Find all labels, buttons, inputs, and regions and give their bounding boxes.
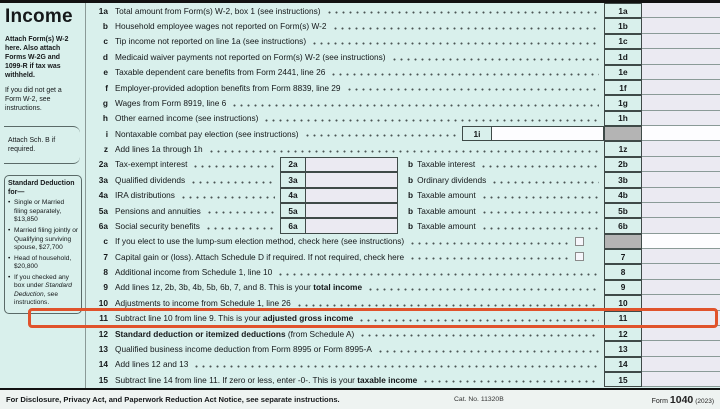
- form-row-line-4b: [86, 188, 720, 203]
- sub-amount-field[interactable]: [306, 203, 398, 218]
- amount-field[interactable]: [642, 172, 720, 187]
- row-content: [108, 172, 604, 187]
- row-description: Capital gain or (loss). Attach Schedule D if required. If not required, check here: [115, 251, 405, 262]
- line-label: 5a: [98, 205, 108, 216]
- row-content: [108, 95, 604, 110]
- line-label: b: [102, 21, 108, 32]
- row-description: Tip income not reported on line 1a (see instructions): [115, 36, 307, 47]
- sub-line-b: [408, 218, 604, 233]
- line-number-box: 12: [604, 326, 642, 341]
- sub-amount-field[interactable]: [306, 188, 398, 203]
- row-description: Qualified dividends: [115, 174, 186, 185]
- row-content: [108, 157, 604, 172]
- line-number-box: 1a: [604, 3, 642, 18]
- amount-field[interactable]: [642, 49, 720, 64]
- dotted-leader: [481, 224, 599, 230]
- amount-field[interactable]: [642, 341, 720, 356]
- line-label: d: [102, 51, 108, 62]
- amount-field[interactable]: [642, 234, 720, 249]
- row-description: Nontaxable combat pay election (see instructions): [115, 128, 299, 139]
- catalog-number: Cat. No. 11320B: [454, 396, 504, 403]
- row-content: [108, 3, 604, 18]
- line-number-box: 1b: [604, 18, 642, 33]
- form-row-line-15: [86, 372, 720, 387]
- amount-field[interactable]: [642, 95, 720, 110]
- form-row-line-1e: [86, 65, 720, 80]
- line-label: f: [105, 82, 108, 93]
- amount-field[interactable]: [642, 3, 720, 18]
- row-content: [108, 34, 604, 49]
- amount-field[interactable]: [642, 18, 720, 33]
- sub-line-b-description: Taxable amount: [417, 220, 476, 231]
- dotted-leader: [367, 285, 599, 291]
- row-description: Additional income from Schedule 1, line 10: [115, 267, 273, 278]
- sub-amount-field[interactable]: [306, 157, 398, 172]
- amount-field[interactable]: [642, 203, 720, 218]
- amount-field[interactable]: [642, 126, 720, 141]
- form-row-line-6b: [86, 218, 720, 233]
- line-number-box: 1z: [604, 141, 642, 156]
- sub-line-b-prefix: b: [408, 190, 414, 201]
- row-content: [108, 49, 604, 64]
- brace-bottom: [4, 157, 80, 164]
- line-label: z: [103, 144, 108, 155]
- form-body: [0, 3, 720, 388]
- dotted-leader: [481, 208, 599, 214]
- form-row-line-1i: [86, 126, 720, 141]
- line-label: 7: [103, 251, 108, 262]
- no-w2-note: If you did not get a Form W-2, see instructions.: [5, 86, 62, 112]
- sub-amount-field[interactable]: [492, 126, 604, 141]
- amount-field[interactable]: [642, 357, 720, 372]
- line-label: 13: [98, 343, 108, 354]
- line-number-box: 3b: [604, 172, 642, 187]
- dotted-leader: [391, 55, 599, 61]
- row-content: [108, 326, 604, 341]
- line-label: e: [103, 67, 108, 78]
- dotted-leader: [192, 162, 275, 168]
- sub-line-b: [408, 172, 604, 187]
- dotted-leader: [346, 85, 599, 91]
- dotted-leader: [193, 362, 599, 368]
- line-number-box: [604, 126, 642, 141]
- row-description: Medicaid waiver payments not reported on Form(s) W-2 (see instructions): [115, 51, 386, 62]
- amount-field[interactable]: [642, 141, 720, 156]
- std-deduction-item-text: If you checked any box under Standard Deduction, see instructions.: [14, 273, 72, 307]
- line-label: 3a: [98, 174, 108, 185]
- sub-line-b-description: Taxable amount: [417, 190, 476, 201]
- row-content: [108, 357, 604, 372]
- row-description: Employer-provided adoption benefits from Form 8839, line 29: [115, 82, 341, 93]
- dotted-leader: [205, 224, 275, 230]
- line-number-box: 15: [604, 372, 642, 387]
- line-number-box: 2b: [604, 157, 642, 172]
- form-row-line-1z: [86, 141, 720, 156]
- line-label: 11: [99, 313, 108, 324]
- dotted-leader: [311, 39, 599, 45]
- line-label: 14: [98, 359, 108, 370]
- sub-line-b: [408, 188, 604, 203]
- std-deduction-item-text: Married filing jointly or Qualifying surviving spouse, $27,700: [14, 226, 79, 252]
- form-row-line-13: [86, 341, 720, 356]
- row-description: Add lines 1z, 2b, 3b, 4b, 5b, 6b, 7, and 8. This is your total income: [115, 282, 363, 293]
- std-deduction-item: [8, 255, 79, 272]
- form-row-line-2b: [86, 157, 720, 172]
- sub-line-box-label: 1i: [462, 126, 492, 141]
- row-content: [108, 341, 604, 356]
- sub-line-b: [408, 157, 604, 172]
- dotted-leader: [409, 239, 568, 245]
- attach-w2-note: Attach Form(s) W-2 here. Also attach Forms W-2G and 1099-R if tax was withheld.: [5, 36, 69, 80]
- amount-field[interactable]: [642, 280, 720, 295]
- row-description: Subtract line 10 from line 9. This is your adjusted gross income: [115, 313, 354, 324]
- std-deduction-item-text: Head of household, $20,800: [14, 254, 72, 271]
- dotted-leader: [330, 70, 599, 76]
- row-content: [108, 372, 604, 387]
- amount-field[interactable]: [642, 65, 720, 80]
- row-description: Add lines 1a through 1h: [115, 144, 203, 155]
- line-number-box: 7: [604, 249, 642, 264]
- amount-field[interactable]: [642, 188, 720, 203]
- sub-amount-field[interactable]: [306, 172, 398, 187]
- disclosure-notice: For Disclosure, Privacy Act, and Paperwork Reduction Act Notice, see separate instructions.: [6, 395, 340, 404]
- line-label: c: [103, 36, 108, 47]
- amount-field[interactable]: [642, 326, 720, 341]
- amount-field[interactable]: [642, 218, 720, 233]
- line-label: 1a: [98, 5, 108, 16]
- line-label: g: [102, 97, 108, 108]
- amount-field[interactable]: [642, 249, 720, 264]
- row-content: [108, 188, 604, 203]
- std-deduction-item-text: Single or Married filing separately, $13,850: [14, 199, 65, 224]
- standard-deduction-box: [4, 175, 82, 314]
- line-label: h: [102, 113, 108, 124]
- line-number-box: 5b: [604, 203, 642, 218]
- row-content: [108, 311, 604, 326]
- form-row-line-1b: [86, 18, 720, 33]
- line-number-box: 1c: [604, 34, 642, 49]
- line-label: 15: [98, 374, 108, 385]
- dotted-leader: [231, 101, 599, 107]
- form-row-line-8: [86, 264, 720, 279]
- bullet-icon: •: [8, 273, 11, 281]
- sub-line-b-prefix: b: [408, 174, 414, 185]
- row-content: [108, 264, 604, 279]
- row-description: Social security benefits: [115, 220, 200, 231]
- row-content: [108, 280, 604, 295]
- row-content: [108, 218, 604, 233]
- row-description: Other earned income (see instructions): [115, 113, 259, 124]
- row-description: Wages from Form 8919, line 6: [115, 97, 227, 108]
- form-row-line-11: [86, 311, 720, 326]
- line-label: 2a: [98, 159, 108, 170]
- sub-line-box-label: 5a: [280, 203, 306, 218]
- row-content: [108, 80, 604, 95]
- row-content: [108, 249, 604, 264]
- dotted-leader: [377, 347, 599, 353]
- row-description: Subtract line 14 from line 11. If zero or less, enter -0-. This is your taxable income: [115, 374, 418, 385]
- dotted-leader: [304, 131, 457, 137]
- dotted-leader: [206, 208, 275, 214]
- sub-line-box-label: 3a: [280, 172, 306, 187]
- brace-top: [4, 126, 80, 133]
- row-description: If you elect to use the lump-sum election method, check here (see instructions): [115, 236, 405, 247]
- form-row-line-1g: [86, 95, 720, 110]
- line-label: i: [105, 128, 108, 139]
- dotted-leader: [190, 178, 275, 184]
- dotted-leader: [422, 377, 599, 383]
- form-footer: [0, 388, 720, 409]
- line-label: c: [103, 236, 108, 247]
- amount-field[interactable]: [642, 111, 720, 126]
- form-row-line-14: [86, 357, 720, 372]
- form-row-line-c: [86, 234, 720, 249]
- row-description: Taxable dependent care benefits from Form 2441, line 26: [115, 67, 326, 78]
- line-number-box: 14: [604, 357, 642, 372]
- line-number-box: 9: [604, 280, 642, 295]
- line-label: 9: [103, 282, 108, 293]
- line-label: 12: [98, 328, 108, 339]
- line-number-box: 1g: [604, 95, 642, 110]
- line-number-box: 1h: [604, 111, 642, 126]
- form-row-line-5b: [86, 203, 720, 218]
- form-row-line-1a: [86, 3, 720, 18]
- line-label: 4a: [98, 190, 108, 201]
- dotted-leader: [491, 178, 599, 184]
- dotted-leader: [180, 193, 275, 199]
- bullet-icon: •: [8, 254, 11, 262]
- checkbox[interactable]: [575, 252, 584, 261]
- row-content: [108, 111, 604, 126]
- line-number-box: 10: [604, 295, 642, 310]
- form-row-line-3b: [86, 172, 720, 187]
- dotted-leader: [208, 147, 599, 153]
- sub-line-b-prefix: b: [408, 220, 414, 231]
- line-number-box: 4b: [604, 188, 642, 203]
- row-description: Pensions and annuities: [115, 205, 201, 216]
- standard-deduction-title: Standard Deduction for—: [8, 180, 75, 197]
- row-description: Adjustments to income from Schedule 1, line 26: [115, 297, 291, 308]
- bullet-icon: •: [8, 199, 11, 207]
- line-number-box: 6b: [604, 218, 642, 233]
- row-description: IRA distributions: [115, 190, 175, 201]
- amount-field[interactable]: [642, 34, 720, 49]
- amount-field[interactable]: [642, 264, 720, 279]
- row-content: [108, 203, 604, 218]
- checkbox[interactable]: [575, 237, 584, 246]
- line-number-box: 1d: [604, 49, 642, 64]
- form-number-label: Form 1040 (2023): [651, 393, 714, 406]
- sub-line-box-label: 4a: [280, 188, 306, 203]
- row-content: [108, 141, 604, 156]
- row-description: Tax-exempt interest: [115, 159, 188, 170]
- dotted-leader: [481, 193, 599, 199]
- row-description: Qualified business income deduction from Form 8995 or Form 8995-A: [115, 343, 372, 354]
- row-content: [108, 234, 604, 249]
- form-row-line-7: [86, 249, 720, 264]
- bullet-icon: •: [8, 226, 11, 234]
- row-content: [108, 126, 604, 141]
- form-row-line-1d: [86, 49, 720, 64]
- sub-line-b-description: Taxable amount: [417, 205, 476, 216]
- dotted-leader: [409, 254, 568, 260]
- section-title: Income: [5, 6, 73, 27]
- std-deduction-item: [8, 227, 79, 253]
- form-rows: [86, 3, 720, 388]
- amount-field[interactable]: [642, 311, 720, 326]
- row-description: Total amount from Form(s) W-2, box 1 (see instructions): [115, 5, 321, 16]
- std-deduction-item: [8, 199, 79, 225]
- sub-line-b: [408, 203, 604, 218]
- dotted-leader: [332, 24, 599, 30]
- sub-line-b-description: Taxable interest: [417, 159, 476, 170]
- form-row-line-1c: [86, 34, 720, 49]
- sub-amount-field[interactable]: [306, 218, 398, 233]
- line-number-box: 11: [604, 311, 642, 326]
- dotted-leader: [326, 8, 600, 14]
- row-description: Household employee wages not reported on Form(s) W-2: [115, 21, 327, 32]
- sidebar: [0, 3, 86, 388]
- std-deduction-item: [8, 274, 79, 308]
- dotted-leader: [480, 162, 599, 168]
- sub-line-box-label: 6a: [280, 218, 306, 233]
- row-content: [108, 295, 604, 310]
- form-row-line-10: [86, 295, 720, 310]
- amount-field[interactable]: [642, 157, 720, 172]
- dotted-leader: [263, 116, 599, 122]
- schedule-b-note: Attach Sch. B if required.: [8, 136, 56, 153]
- sub-line-b-prefix: b: [408, 159, 414, 170]
- row-description: Standard deduction or itemized deductions (from Schedule A): [115, 328, 355, 339]
- dotted-leader: [277, 270, 599, 276]
- line-number-box: 8: [604, 264, 642, 279]
- dotted-leader: [359, 331, 599, 337]
- form-row-line-1f: [86, 80, 720, 95]
- row-content: [108, 18, 604, 33]
- amount-field[interactable]: [642, 295, 720, 310]
- line-label: 10: [98, 297, 108, 308]
- schedule-b-callout: [4, 126, 82, 164]
- line-number-box: 1f: [604, 80, 642, 95]
- row-content: [108, 65, 604, 80]
- line-label: 8: [103, 267, 108, 278]
- form-row-line-9: [86, 280, 720, 295]
- row-description: Add lines 12 and 13: [115, 359, 189, 370]
- line-number-box: 13: [604, 341, 642, 356]
- dotted-leader: [358, 316, 599, 322]
- sub-line-b-prefix: b: [408, 205, 414, 216]
- form-row-line-1h: [86, 111, 720, 126]
- amount-field[interactable]: [642, 80, 720, 95]
- dotted-leader: [296, 301, 599, 307]
- amount-field[interactable]: [642, 372, 720, 387]
- line-number-box: [604, 234, 642, 249]
- line-number-box: 1e: [604, 65, 642, 80]
- sub-line-b-description: Ordinary dividends: [417, 174, 487, 185]
- form-row-line-12: [86, 326, 720, 341]
- sub-line-box-label: 2a: [280, 157, 306, 172]
- line-label: 6a: [98, 220, 108, 231]
